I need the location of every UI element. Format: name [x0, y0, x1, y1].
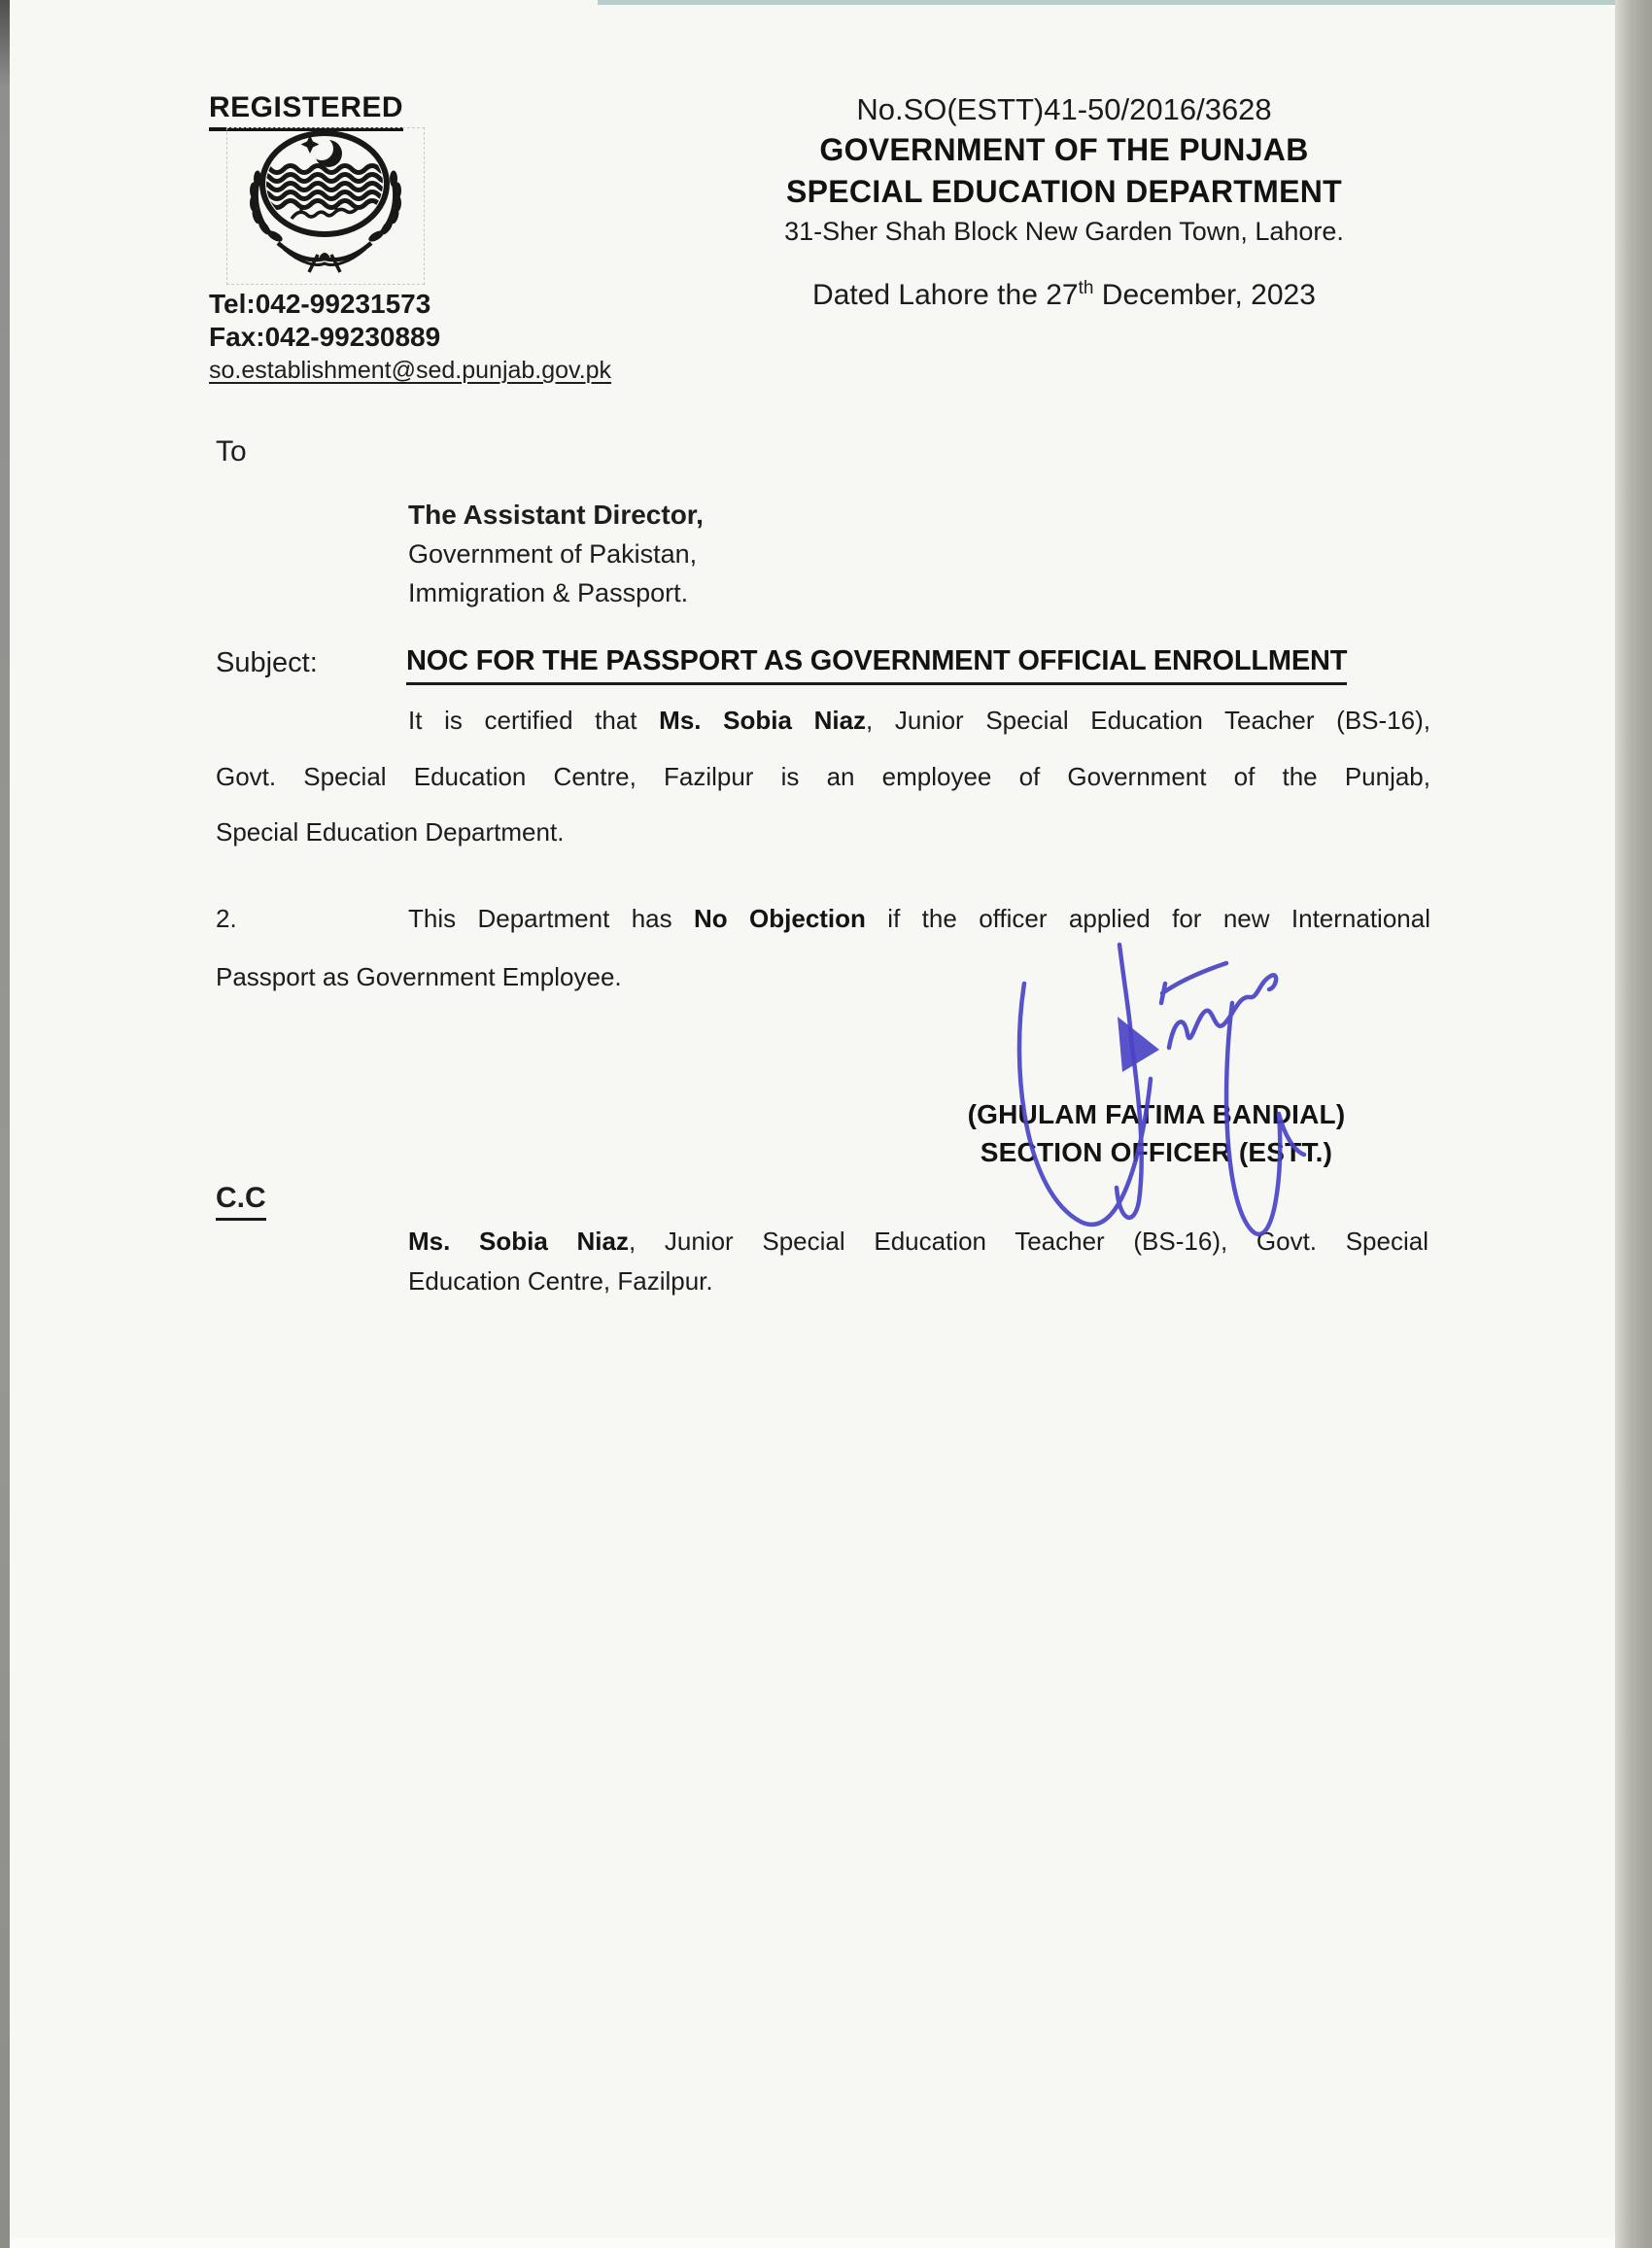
para2-line2: Passport as Government Employee. — [216, 962, 622, 991]
government-title: GOVERNMENT OF THE PUNJAB — [819, 132, 1309, 167]
para2-line1-post: if the officer applied for new International — [865, 904, 1430, 933]
contact-block — [209, 288, 611, 387]
para1-line1 — [216, 706, 1430, 736]
signatory-name: (GHULAM FATIMA BANDIAL) — [967, 1099, 1346, 1129]
para2-line1 — [216, 904, 1430, 934]
department-title: SPECIAL EDUCATION DEPARTMENT — [786, 174, 1342, 209]
para1-line1-pre: It is certified that — [408, 706, 660, 735]
para2-line1-pre: This Department has — [408, 904, 694, 933]
subject-text: NOC FOR THE PASSPORT AS GOVERNMENT OFFICIAL ENROLLMENT — [406, 645, 1347, 685]
para2-number: 2. — [216, 904, 237, 933]
date-line — [724, 278, 1404, 312]
scan-edge-top — [598, 0, 1615, 5]
subject-label: Subject: — [216, 647, 318, 678]
recipient-line-2: Government of Pakistan, — [408, 539, 698, 569]
recipient-block — [408, 496, 704, 612]
cc-label: C.C — [216, 1182, 266, 1221]
date-post: December, 2023 — [1093, 279, 1316, 311]
email-line: so.establishment@sed.punjab.gov.pk — [209, 357, 612, 384]
tel-line: Tel:042-99231573 — [209, 289, 431, 319]
cc-line1 — [408, 1227, 1428, 1257]
para1-line3: Special Education Department. — [216, 817, 565, 847]
punjab-emblem-icon — [227, 128, 424, 284]
cc-line1-bold: Ms. Sobia Niaz — [408, 1227, 629, 1256]
cc-line1-post: , Junior Special Education Teacher (BS-16), Govt. Special — [628, 1227, 1428, 1256]
to-label: To — [216, 435, 247, 467]
para2-line1-bold: No Objection — [694, 904, 866, 933]
signatory-title: SECTION OFFICER (ESTT.) — [980, 1137, 1333, 1167]
registered-label: REGISTERED — [209, 91, 403, 131]
letterhead-block — [724, 92, 1404, 247]
cc-line2: Education Centre, Fazilpur. — [408, 1266, 713, 1296]
para1-line1-bold: Ms. Sobia Niaz — [659, 706, 867, 735]
reference-number: No.SO(ESTT)41-50/2016/3628 — [856, 92, 1272, 126]
scan-edge-left — [0, 0, 10, 2248]
para1-line1-post: , Junior Special Education Teacher (BS-16), — [866, 706, 1430, 735]
para1-line2: Govt. Special Education Centre, Fazilpur is an employee of Government of the Punjab, — [216, 762, 1430, 791]
date-ordinal: th — [1078, 278, 1094, 298]
scan-edge-right — [1615, 0, 1652, 2248]
date-pre: Dated Lahore the 27 — [812, 279, 1079, 311]
recipient-line-3: Immigration & Passport. — [408, 578, 689, 607]
punjab-government-emblem — [226, 127, 425, 285]
department-address: 31-Sher Shah Block New Garden Town, Lahore. — [784, 217, 1344, 246]
fax-line: Fax:042-99230889 — [209, 322, 441, 352]
recipient-line-1: The Assistant Director, — [408, 500, 704, 530]
scan-edge-bottom — [10, 2238, 1615, 2248]
